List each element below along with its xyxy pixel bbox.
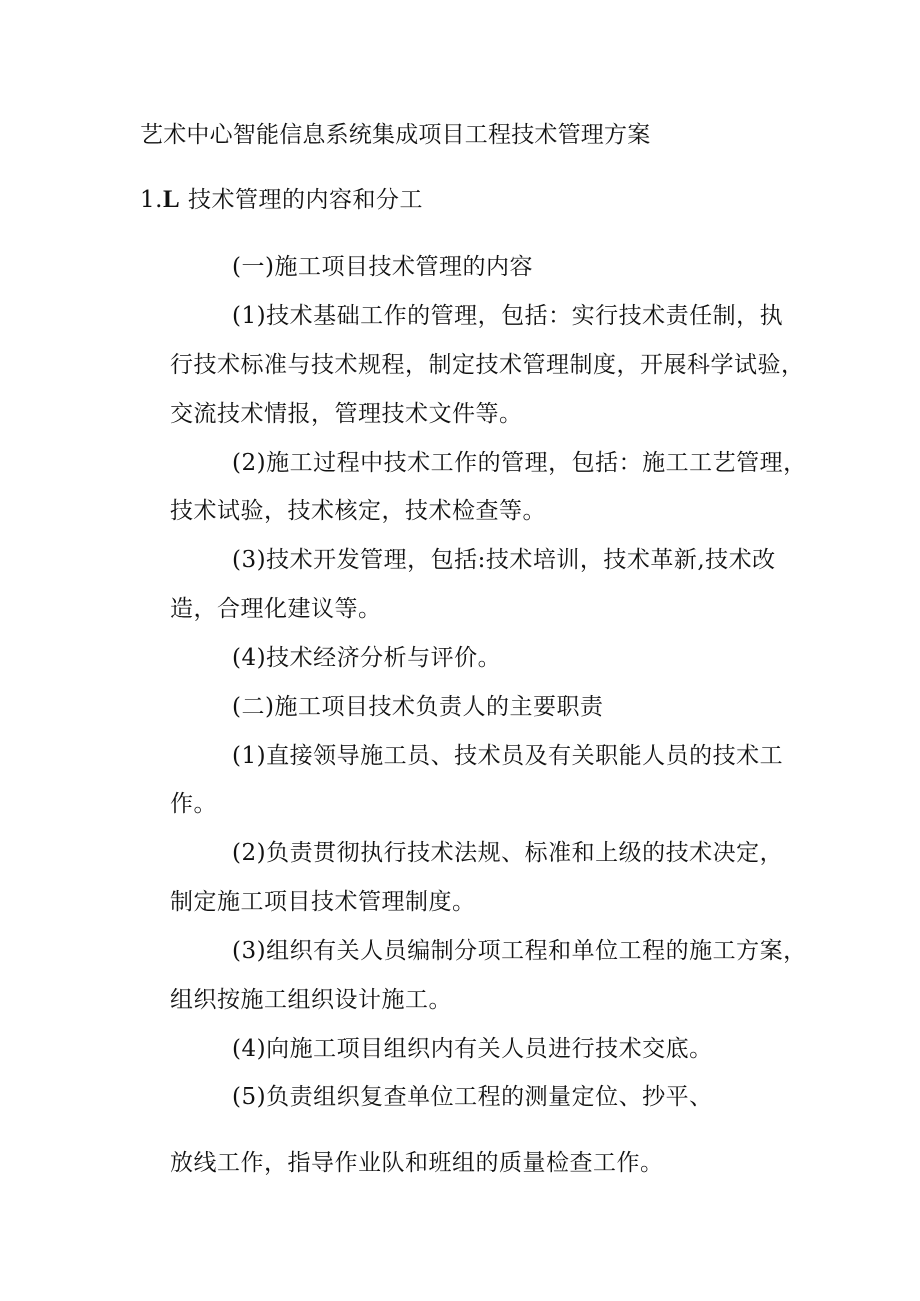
paragraph-line: 技术试验，技术核定，技术检查等。 [170, 498, 546, 524]
paragraph-line: (4)技术经济分析与评价。 [232, 645, 502, 671]
section-title: 技术管理的内容和分工 [187, 187, 423, 213]
paragraph-line: (3)技术开发管理，包括:技术培训，技术革新,技术改 [232, 547, 776, 573]
paragraph-line: 作。 [170, 791, 217, 817]
paragraph-line: (2)负责贯彻执行技术法规、标准和上级的技术决定， [232, 840, 784, 866]
paragraph-line: (1)技术基础工作的管理，包括：实行技术责任制，执 [232, 303, 784, 329]
subsection-heading-2: (二)施工项目技术负责人的主要职责 [232, 694, 604, 720]
section-number-letter: L [162, 186, 181, 213]
paragraph-line: 组织按施工组织设计施工。 [170, 987, 452, 1013]
subsection-heading-1: (一)施工项目技术管理的内容 [232, 254, 533, 280]
paragraph-line: 行技术标准与技术规程，制定技术管理制度，开展科学试验， [170, 352, 805, 378]
paragraph-line: 放线工作，指导作业队和班组的质量检查工作。 [170, 1150, 664, 1176]
document-title: 艺术中心智能信息系统集成项目工程技术管理方案 [140, 122, 651, 148]
section-number: 1. [140, 187, 163, 213]
paragraph-line: (2)施工过程中技术工作的管理，包括：施工工艺管理， [232, 450, 807, 476]
paragraph-line: 制定施工项目技术管理制度。 [170, 889, 476, 915]
paragraph-line: 造，合理化建议等。 [170, 596, 382, 622]
paragraph-line: (5)负责组织复查单位工程的测量定位、抄平、 [232, 1084, 713, 1110]
section-heading [140, 185, 423, 215]
paragraph-line: (1)直接领导施工员、技术员及有关职能人员的技术工 [232, 743, 784, 769]
paragraph-line: (3)组织有关人员编制分项工程和单位工程的施工方案， [232, 938, 807, 964]
paragraph-line: (4)向施工项目组织内有关人员进行技术交底。 [232, 1036, 713, 1062]
paragraph-line: 交流技术情报，管理技术文件等。 [170, 401, 523, 427]
